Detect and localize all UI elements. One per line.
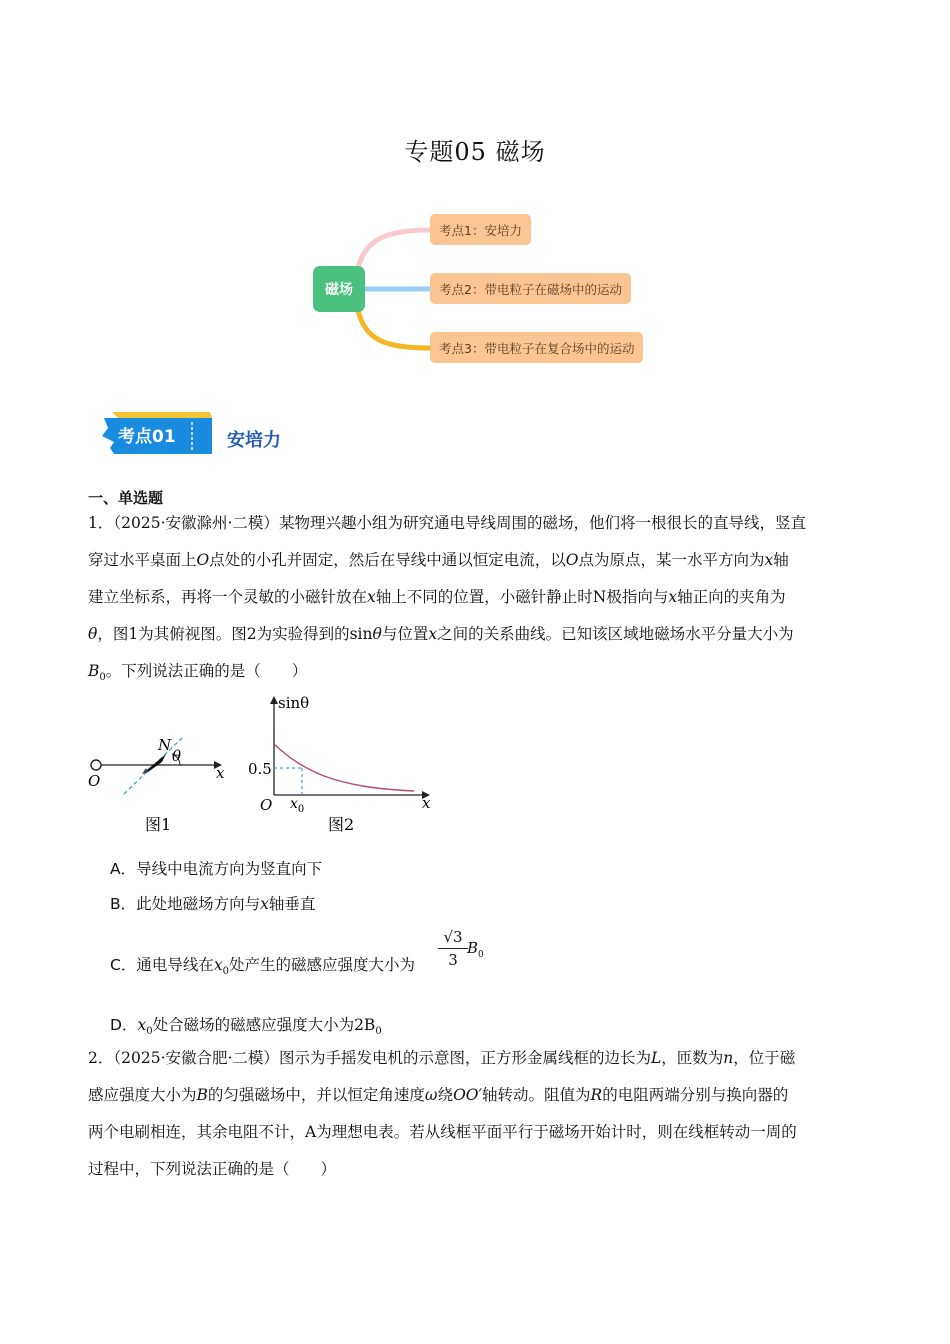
- fig1-origin-label: O: [88, 772, 101, 790]
- fig1-x-label: x: [216, 764, 225, 782]
- fraction-numerator: √3: [438, 926, 468, 949]
- fig2-origin-label: O: [260, 796, 273, 814]
- branch-3-connector: [358, 310, 430, 348]
- question-1-text: 1．（2025·安徽滁州·二模）某物理兴趣小组为研究通电导线周围的磁场，他们将一根很长的直导线，竖直 穿过水平桌面上O点处的小孔并固定，然后在导线中通以恒定电流，以O点为原点，某一水平方向为x轴 建立坐标系，再将一个灵敏的小磁针放在x轴上不同的位置，小磁针静止时N极指向与x轴正向的夹角为 θ，图1为其俯视图。图2为实验得到的sinθ与位置x之间的关系曲线。已知该区域地磁场水平分量大小为 $B_0$。下列说法正确的是（ ）: [88, 514, 806, 684]
- fraction-b0-symbol: $B_0$: [467, 939, 484, 960]
- option-c[interactable]: C．通电导线在$x_0$处产生的磁感应强度大小为: [110, 956, 415, 978]
- fig2-y-label: sinθ: [278, 694, 310, 712]
- question-2-text: 2．（2025·安徽合肥·二模）图示为手摇发电机的示意图，正方形金属线框的边长为L，匝数为n，位于磁 感应强度大小为B的匀强磁场中，并以恒定角速度ω绕OO′轴转动。阻值为R的电阻两端分别与换向器的 两个电刷相连，其余电阻不计，A为理想电表。若从线框平面平行于磁场开始计时，则在线框转动一周的 过程中，下列说法正确的是（ ）: [88, 1049, 797, 1178]
- option-b[interactable]: B．此处地磁场方向与x轴垂直: [110, 895, 316, 913]
- fig1-n-label: N: [158, 736, 172, 754]
- mindmap-node-2: 考点2：带电粒子在磁场中的运动: [430, 273, 631, 304]
- figure-2: [244, 690, 444, 840]
- mindmap-node-3: 考点3：带电粒子在复合场中的运动: [430, 332, 643, 363]
- fig1-theta-label: θ: [172, 747, 182, 765]
- fig2-tick-label: 0.5: [248, 760, 272, 778]
- section-badge: [100, 410, 218, 458]
- fraction-sqrt3-over-3: [438, 926, 468, 971]
- fraction-denominator: 3: [448, 951, 458, 969]
- branch-1-connector: [358, 230, 430, 268]
- origin-marker: [91, 760, 101, 770]
- mindmap-node-1: 考点1：安培力: [430, 214, 531, 245]
- section-badge-label: 考点01: [118, 427, 176, 447]
- page-title: 专题05 磁场: [404, 138, 546, 166]
- fig1-caption: 图1: [145, 815, 172, 834]
- figure-1: [82, 728, 242, 838]
- section-heading: 一、单选题: [88, 489, 164, 507]
- fig2-caption: 图2: [328, 815, 355, 834]
- section-label: 安培力: [227, 430, 281, 451]
- mindmap-root: 磁场: [313, 266, 365, 312]
- option-d[interactable]: D．$x_0$处合磁场的磁感应强度大小为$2B_0$: [110, 1016, 382, 1038]
- option-a[interactable]: A．导线中电流方向为竖直向下: [110, 860, 323, 878]
- fig2-x-label: x: [422, 794, 431, 812]
- fig2-x0-label: $x_0$: [290, 796, 305, 815]
